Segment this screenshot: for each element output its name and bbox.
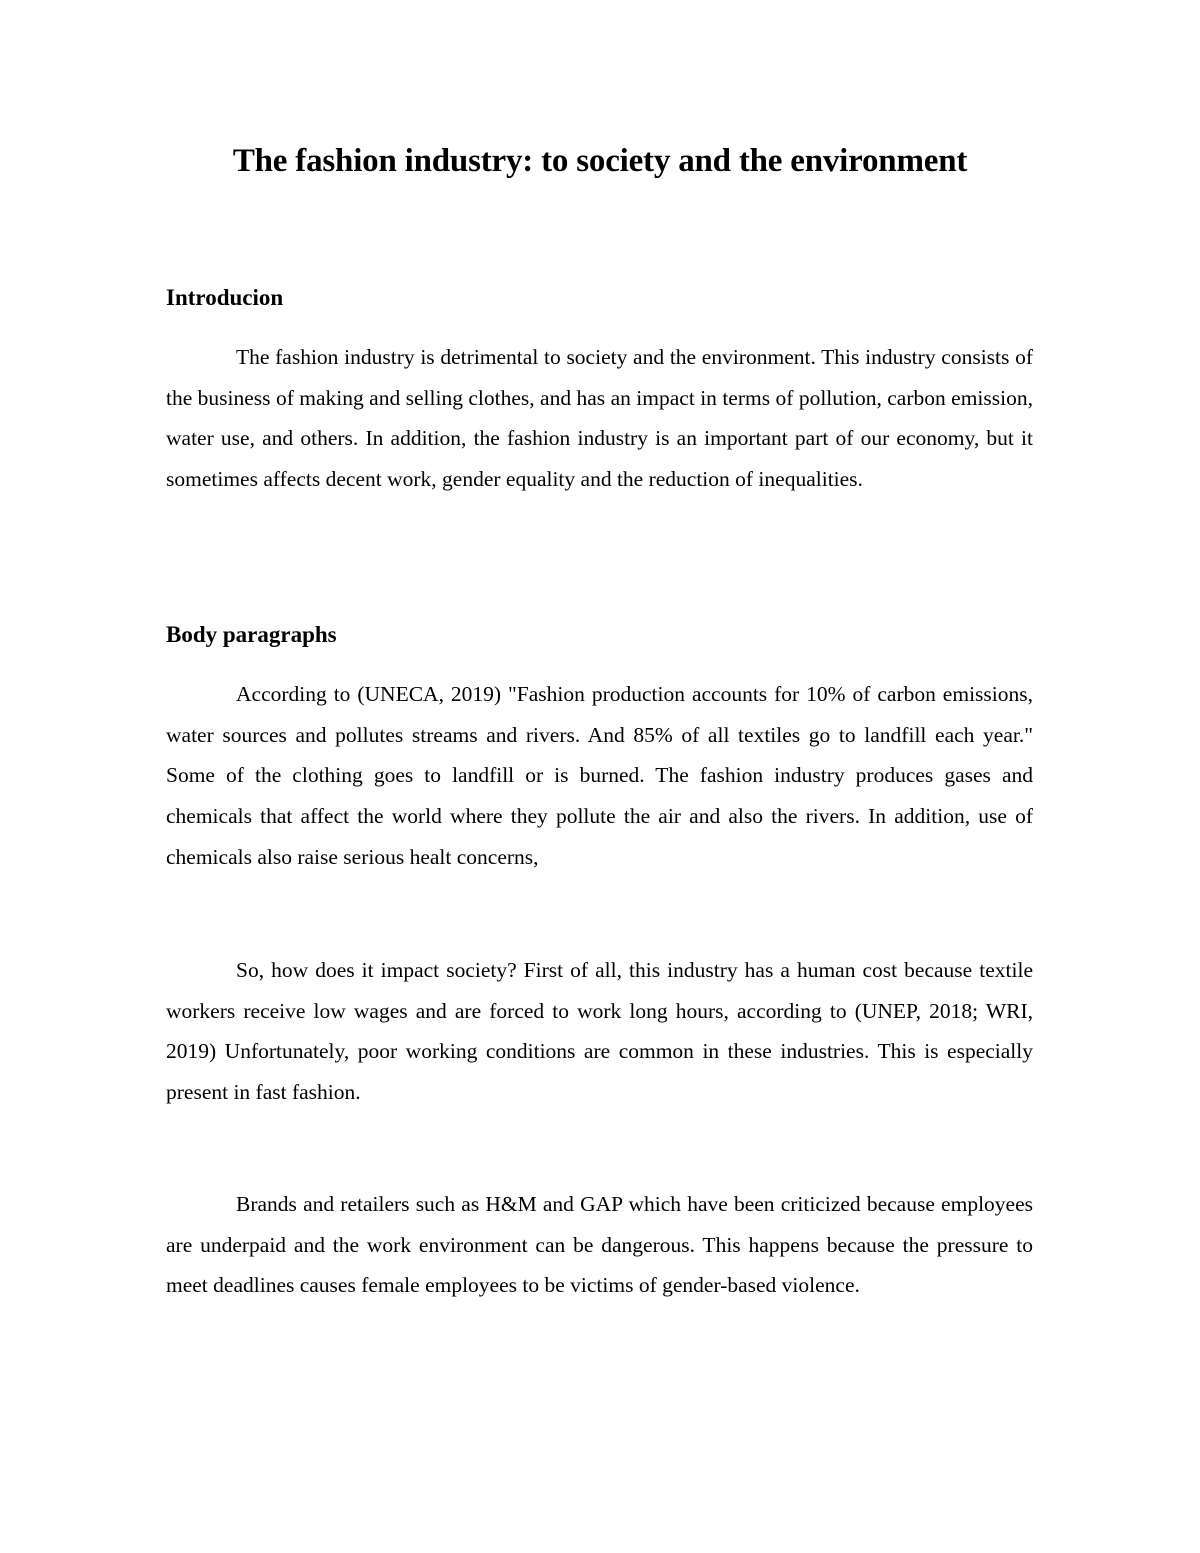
- body-paragraph-3: Brands and retailers such as H&M and GAP which have been criticized because employees are underpaid and the work environment can be dangerous. This happens because the pressure to meet deadlines causes female employees to be victims of gender-based violence.: [166, 1192, 1033, 1298]
- body-paragraph-2: So, how does it impact society? First of all, this industry has a human cost because textile workers receive low wages and are forced to work long hours, according to (UNEP, 2018; WRI, 2019) Unfortunately, poor working conditions are common in these industries. This is especially present in fast fashion.: [166, 958, 1033, 1105]
- body-paragraph-1: According to (UNECA, 2019) "Fashion production accounts for 10% of carbon emissions, water sources and pollutes streams and rivers. And 85% of all textiles go to landfill each year." Some of the clothing goes to landfill or is burned. The fashion industry produces gases and chemicals that affect the world where they pollute the air and also the rivers. In addition, use of chemicals also raise serious healt concerns,: [166, 682, 1033, 869]
- introduction-paragraph: The fashion industry is detrimental to society and the environment. This industry consists of the business of making and selling clothes, and has an impact in terms of pollution, carbon emission, water use, and others. In addition, the fashion industry is an important part of our economy, but it sometimes affects decent work, gender equality and the reduction of inequalities.: [166, 345, 1033, 492]
- section-heading-introduction: Introducion: [166, 285, 284, 310]
- section-heading-body-paragraphs: Body paragraphs: [166, 622, 337, 647]
- document-title: The fashion industry: to society and the environment: [232, 143, 968, 179]
